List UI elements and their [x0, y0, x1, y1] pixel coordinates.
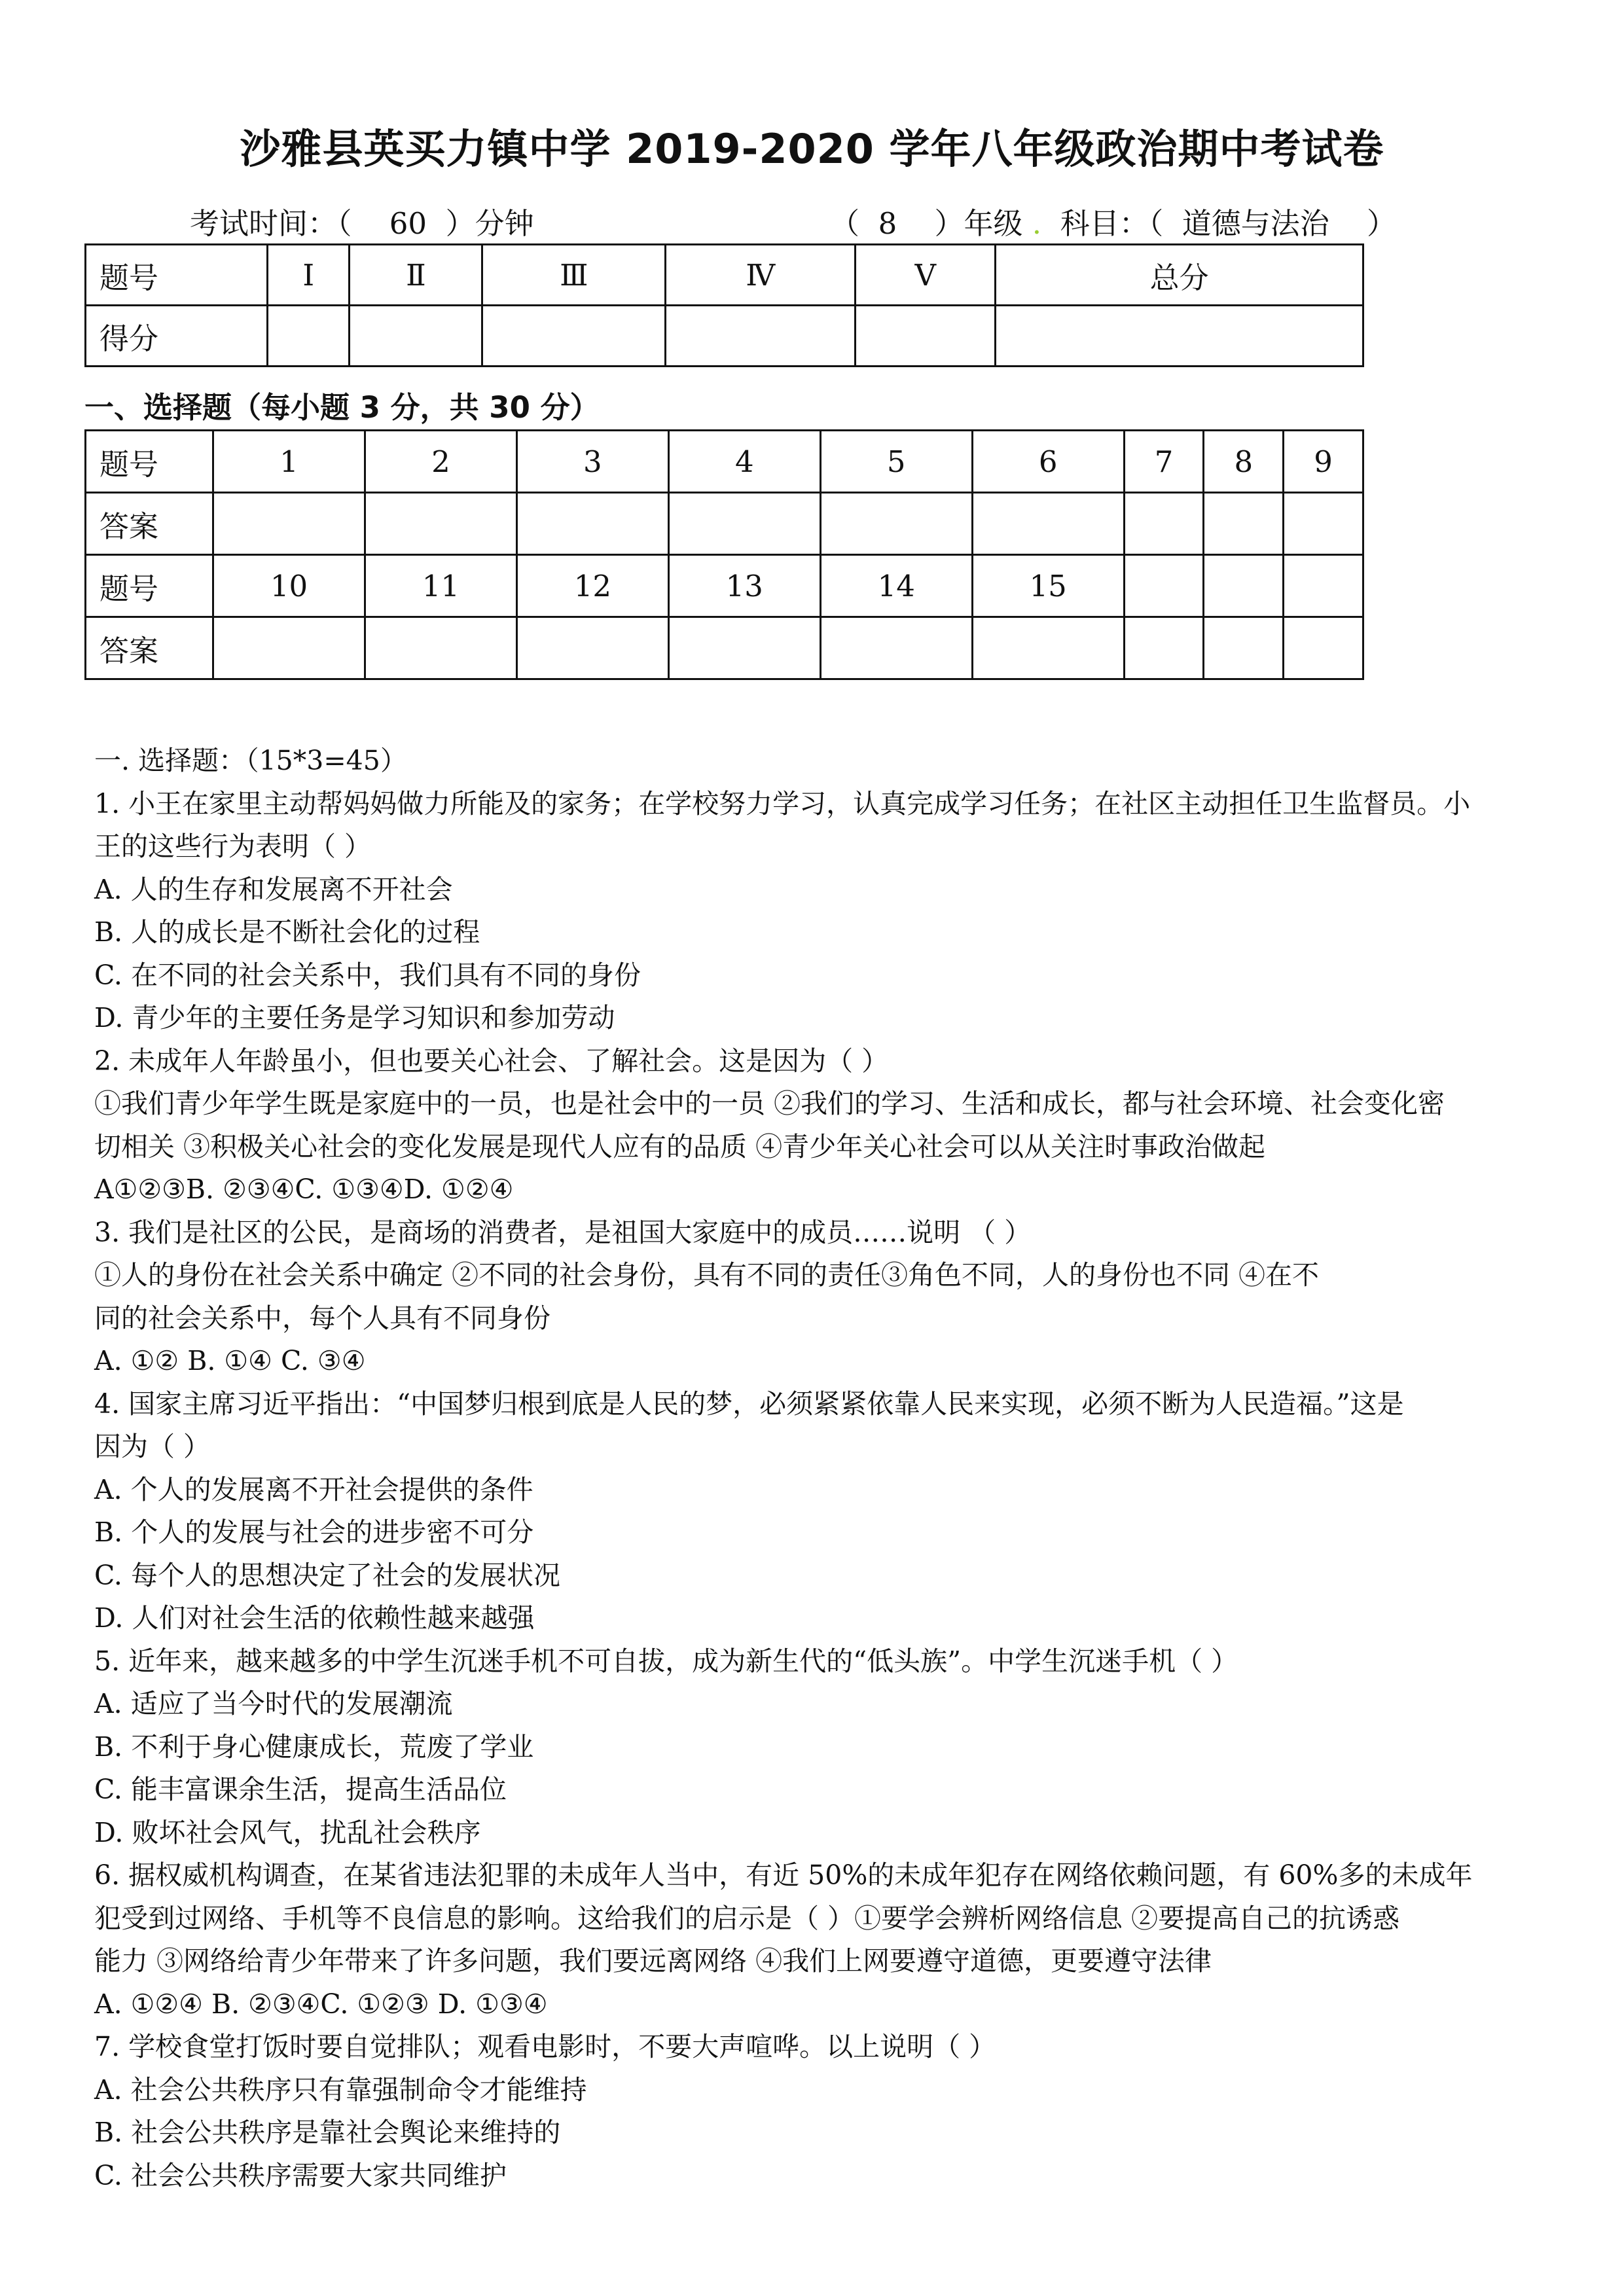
- table-cell: 答案: [86, 617, 213, 679]
- score-blank-cell[interactable]: [666, 306, 856, 367]
- table-cell: 2: [365, 431, 516, 493]
- question-line: A. 适应了当今时代的发展潮流: [94, 1688, 453, 1719]
- answer-blank-cell[interactable]: [972, 493, 1124, 555]
- table-cell: 9: [1284, 431, 1363, 493]
- table-cell: [1204, 555, 1284, 617]
- table-cell: 8: [1204, 431, 1284, 493]
- question-line: ①我们青少年学生既是家庭中的一员，也是社会中的一员 ②我们的学习、生活和成长，都与社会环境、社会变化密: [94, 1088, 1445, 1119]
- table-cell: Ⅲ: [482, 245, 666, 306]
- question-line: 4. 国家主席习近平指出：“中国梦归根到底是人民的梦，必须紧紧依靠人民来实现，必须不断为人民造福。”这是: [94, 1388, 1404, 1420]
- table-cell: 总分: [996, 245, 1363, 306]
- answer-blank-cell[interactable]: [1124, 617, 1204, 679]
- table-cell: 14: [820, 555, 972, 617]
- question-line: 能力 ③网络给青少年带来了许多问题，我们要远离网络 ④我们上网要遵守道德，更要遵守法律: [94, 1945, 1212, 1977]
- answer-blank-cell[interactable]: [668, 617, 820, 679]
- answer-blank-cell[interactable]: [1204, 617, 1284, 679]
- question-line: ①人的身份在社会关系中确定 ②不同的社会身份，具有不同的责任③角色不同，人的身份也不同 ④在不: [94, 1259, 1320, 1291]
- questions-body: [94, 740, 1544, 2197]
- score-blank-cell[interactable]: [350, 306, 482, 367]
- question-line: C. 能丰富课余生活，提高生活品位: [94, 1774, 507, 1805]
- table-cell: Ⅱ: [350, 245, 482, 306]
- question-line: A. ①② B. ①④ C. ③④: [94, 1345, 366, 1376]
- exam-title: 沙雅县英买力镇中学 2019-2020 学年八年级政治期中考试卷: [240, 125, 1384, 173]
- question-line: A. 个人的发展离不开社会提供的条件: [94, 1473, 533, 1505]
- table-cell: Ⅳ: [666, 245, 856, 306]
- question-line: 同的社会关系中，每个人具有不同身份: [94, 1302, 550, 1334]
- table-cell: 10: [213, 555, 365, 617]
- table-cell: 15: [972, 555, 1124, 617]
- answer-table-number-row: [86, 431, 1363, 493]
- question-line: 1. 小王在家里主动帮妈妈做力所能及的家务；在学校努力学习，认真完成学习任务；在社区主动担任卫生监督员。小: [94, 787, 1471, 819]
- table-cell: 题号: [86, 555, 213, 617]
- answer-blank-cell[interactable]: [213, 493, 365, 555]
- question-line: 王的这些行为表明（ ）: [94, 831, 372, 862]
- table-cell: Ⅴ: [856, 245, 996, 306]
- stray-dot: .: [1032, 206, 1042, 241]
- question-line: 因为（ ）: [94, 1431, 211, 1462]
- answer-blank-cell[interactable]: [365, 617, 516, 679]
- table-cell: [1284, 555, 1363, 617]
- answer-blank-cell[interactable]: [820, 617, 972, 679]
- table-cell: 4: [668, 431, 820, 493]
- answer-blank-cell[interactable]: [820, 493, 972, 555]
- answer-blank-cell[interactable]: [516, 617, 668, 679]
- question-line: 2. 未成年人年龄虽小，但也要关心社会、了解社会。这是因为（ ）: [94, 1045, 889, 1077]
- answer-blank-cell[interactable]: [972, 617, 1124, 679]
- table-cell: 题号: [86, 245, 268, 306]
- question-line: A. ①②④ B. ②③④C. ①②③ D. ①③④: [94, 1988, 548, 2020]
- question-line: A. 社会公共秩序只有靠强制命令才能维持: [94, 2073, 587, 2106]
- question-line: D. 人们对社会生活的依赖性越来越强: [94, 1602, 535, 1634]
- answer-table: [84, 429, 1364, 680]
- question-line: B. 个人的发展与社会的进步密不可分: [94, 1516, 534, 1548]
- answer-blank-cell[interactable]: [668, 493, 820, 555]
- subject-text: 科目：（ 道德与法治 ）: [1060, 206, 1397, 241]
- table-cell: 1: [213, 431, 365, 493]
- exam-time: 考试时间：（ 60 ）分钟: [190, 206, 534, 241]
- question-line: B. 社会公共秩序是靠社会舆论来维持的: [94, 2117, 561, 2148]
- answer-table-number-row: [86, 555, 1363, 617]
- question-line: 6. 据权威机构调查，在某省违法犯罪的未成年人当中，有近 50%的未成年犯存在网络依赖问题，有 60%多的未成年: [94, 1859, 1473, 1891]
- score-blank-cell[interactable]: [268, 306, 350, 367]
- score-blank-cell[interactable]: [482, 306, 666, 367]
- question-line: C. 社会公共秩序需要大家共同维护: [94, 2159, 507, 2191]
- table-cell: 13: [668, 555, 820, 617]
- answer-blank-cell[interactable]: [516, 493, 668, 555]
- answer-blank-cell[interactable]: [1204, 493, 1284, 555]
- section-1-title: 一、选择题（每小题 3 分，共 30 分）: [84, 390, 600, 425]
- table-cell: [1124, 555, 1204, 617]
- table-cell: 题号: [86, 431, 213, 493]
- question-line: A. 人的生存和发展离不开社会: [94, 873, 453, 905]
- grade-subject-line: [830, 200, 1396, 242]
- question-line: D. 败坏社会风气，扰乱社会秩序: [94, 1816, 481, 1848]
- answer-blank-cell[interactable]: [213, 617, 365, 679]
- table-cell: 答案: [86, 493, 213, 555]
- question-line: B. 不利于身心健康成长，荒废了学业: [94, 1731, 534, 1763]
- score-table-score-row: [86, 306, 1363, 367]
- table-cell: Ⅰ: [268, 245, 350, 306]
- question-line: 犯受到过网络、手机等不良信息的影响。这给我们的启示是（ ）①要学会辨析网络信息 ②要提高自己的抗诱惑: [94, 1902, 1400, 1934]
- answer-blank-cell[interactable]: [1124, 493, 1204, 555]
- question-line: A①②③B. ②③④C. ①③④D. ①②④: [94, 1174, 514, 1205]
- table-cell: 7: [1124, 431, 1204, 493]
- table-cell: 得分: [86, 306, 268, 367]
- grade-text: （ 8 ）年级: [830, 206, 1023, 241]
- question-line: C. 每个人的思想决定了社会的发展状况: [94, 1559, 560, 1591]
- table-cell: 5: [820, 431, 972, 493]
- score-blank-cell[interactable]: [856, 306, 996, 367]
- question-line: C. 在不同的社会关系中，我们具有不同的身份: [94, 959, 641, 991]
- table-cell: 11: [365, 555, 516, 617]
- score-table-header-row: [86, 245, 1363, 306]
- question-line: 5. 近年来，越来越多的中学生沉迷手机不可自拔，成为新生代的“低头族”。中学生沉迷手机（ ）: [94, 1645, 1238, 1677]
- question-line: 切相关 ③积极关心社会的变化发展是现代人应有的品质 ④青少年关心社会可以从关注时事政治做起: [94, 1130, 1266, 1162]
- table-cell: 6: [972, 431, 1124, 493]
- answer-table-answer-row: [86, 493, 1363, 555]
- answer-blank-cell[interactable]: [1284, 617, 1363, 679]
- answer-table-answer-row: [86, 617, 1363, 679]
- table-cell: 3: [516, 431, 668, 493]
- question-line: 3. 我们是社区的公民，是商场的消费者，是祖国大家庭中的成员……说明 （ ）: [94, 1216, 1032, 1248]
- question-line: B. 人的成长是不断社会化的过程: [94, 916, 480, 948]
- question-line: D. 青少年的主要任务是学习知识和参加劳动: [94, 1002, 615, 1033]
- score-blank-cell[interactable]: [996, 306, 1363, 367]
- answer-blank-cell[interactable]: [365, 493, 516, 555]
- score-table: [84, 243, 1364, 367]
- answer-blank-cell[interactable]: [1284, 493, 1363, 555]
- question-line: 7. 学校食堂打饭时要自觉排队；观看电影时，不要大声喧哗。以上说明（ ）: [94, 2031, 996, 2062]
- table-cell: 12: [516, 555, 668, 617]
- question-line: 一. 选择题：（15*3=45）: [94, 745, 407, 776]
